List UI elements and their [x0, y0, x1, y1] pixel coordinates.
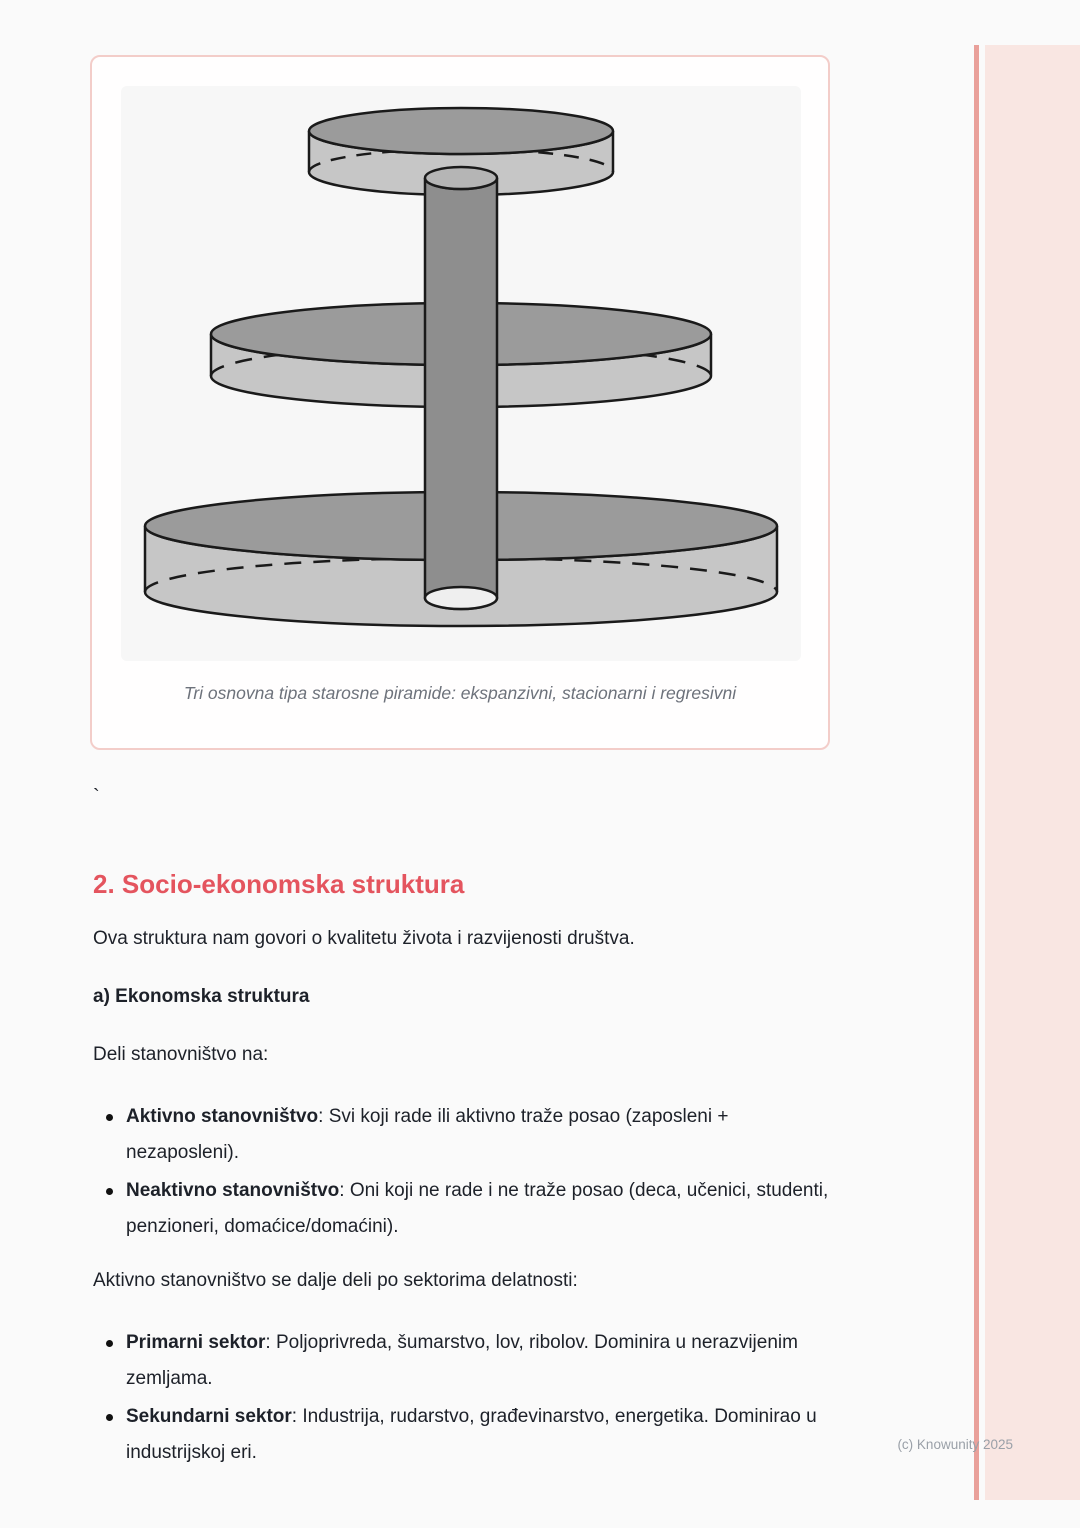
figure-image-area	[121, 86, 801, 661]
right-accent-line	[974, 45, 979, 1500]
list-item-text: : Oni koji ne rade i ne traže posao (deca, učenici, studenti, penzioneri, domaćice/domaćini).	[126, 1180, 829, 1237]
list-item-term: Neaktivno stanovništvo	[126, 1180, 340, 1201]
population-type-list	[93, 1099, 843, 1245]
section-heading: 2. Socio-ekonomska struktura	[93, 869, 465, 899]
section-content	[93, 868, 843, 1493]
right-accent-panel	[985, 45, 1080, 1500]
list-item	[106, 1173, 843, 1245]
lead-in-paragraph-1: Deli stanovništvo na:	[93, 1044, 269, 1065]
age-pyramid-illustration	[121, 86, 801, 661]
figure-card	[90, 55, 830, 750]
lead-in-paragraph-2: Aktivno stanovništvo se dalje deli po sektorima delatnosti:	[93, 1270, 578, 1291]
list-item-text: : Industrija, rudarstvo, građevinarstvo, energetika. Dominirao u industrijskoj eri.	[126, 1406, 817, 1463]
list-item	[106, 1325, 843, 1397]
list-item-term: Sekundarni sektor	[126, 1406, 292, 1427]
list-item-text: : Svi koji rade ili aktivno traže posao (zaposleni + nezaposleni).	[126, 1106, 729, 1163]
sector-list	[93, 1325, 843, 1471]
stray-character: `	[93, 786, 100, 808]
list-item	[106, 1399, 843, 1471]
copyright-watermark: (c) Knowunity 2025	[897, 1437, 1013, 1452]
figure-caption: Tri osnovna tipa starosne piramide: ekspanzivni, stacionarni i regresivni	[183, 683, 737, 703]
list-item-term: Aktivno stanovništvo	[126, 1106, 319, 1127]
center-pole	[425, 167, 497, 609]
list-item-term: Primarni sektor	[126, 1332, 266, 1353]
subheading-ekonomska-struktura: a) Ekonomska struktura	[93, 986, 310, 1007]
intro-paragraph: Ova struktura nam govori o kvalitetu života i razvijenosti društva.	[93, 928, 635, 949]
list-item	[106, 1099, 843, 1171]
list-item-text: : Poljoprivreda, šumarstvo, lov, ribolov. Dominira u nerazvijenim zemljama.	[126, 1332, 798, 1389]
